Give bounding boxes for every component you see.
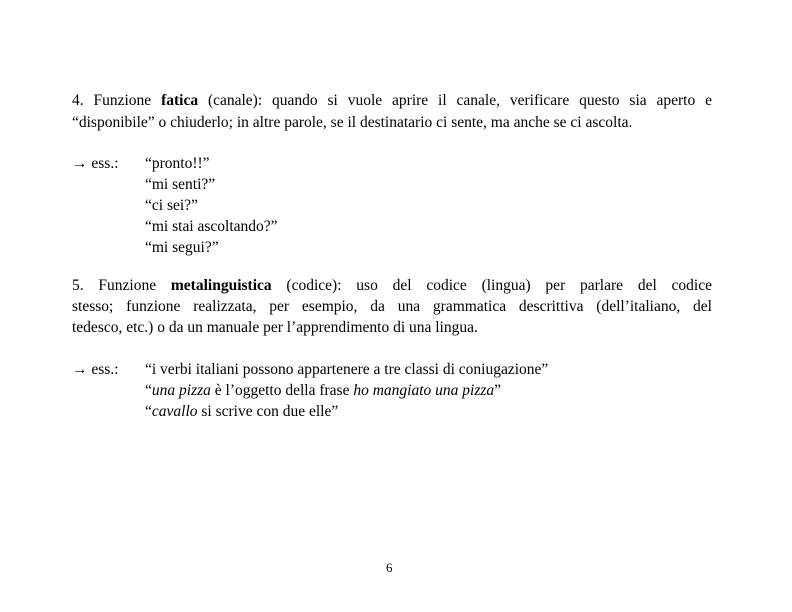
quote-open: “ <box>145 382 152 399</box>
section5-definition-start: (codice): uso del codice (lingua) per parlare del codice <box>271 277 712 294</box>
section5-term-bold: metalinguistica <box>170 277 272 294</box>
italic-phrase: ho mangiato una pizza <box>353 382 495 399</box>
section5-example-2 <box>145 380 501 402</box>
section4-example-5: “mi segui?” <box>145 239 219 256</box>
italic-word: cavallo <box>151 403 198 420</box>
section5-example-1: “i verbi italiani possono appartenere a tre classi di coniugazione” <box>145 361 549 378</box>
quote-open: “ <box>145 403 152 420</box>
example-text: è l’oggetto della frase <box>210 382 354 399</box>
italic-phrase: una pizza <box>151 382 211 399</box>
quote-close: ” <box>494 382 502 399</box>
section4-number-heading: 4. Funzione <box>72 92 162 109</box>
section5-number-heading: 5. Funzione <box>72 277 171 294</box>
section4-example-2: “mi senti?” <box>145 176 216 193</box>
section4-example-3: “ci sei?” <box>145 197 198 214</box>
section4-line1 <box>72 90 712 112</box>
section4-definition-start: (canale): quando si vuole aprire il canale, verificare questo sia aperto e <box>198 92 712 109</box>
section4-example-1: “pronto!!” <box>145 155 210 172</box>
section4-line2: “disponibile” o chiuderlo; in altre parole, se il destinatario ci sente, ma anche se ci ascolta. <box>72 114 633 131</box>
section5-line1 <box>72 275 712 297</box>
section4-example-4: “mi stai ascoltando?” <box>145 218 278 235</box>
section5-line3: tedesco, etc.) o da un manuale per l’apprendimento di una lingua. <box>72 319 478 336</box>
section4-term-bold: fatica <box>161 92 199 109</box>
page-number: 6 <box>386 560 393 575</box>
example-text: si scrive con due elle” <box>197 403 339 420</box>
section5-examples-label: → ess.: <box>72 361 119 378</box>
section5-example-3 <box>145 401 338 423</box>
section5-line2: stesso; funzione realizzata, per esempio, da una grammatica descrittiva (dell’italiano, del <box>72 298 712 315</box>
section4-examples-label: → ess.: <box>72 155 119 172</box>
